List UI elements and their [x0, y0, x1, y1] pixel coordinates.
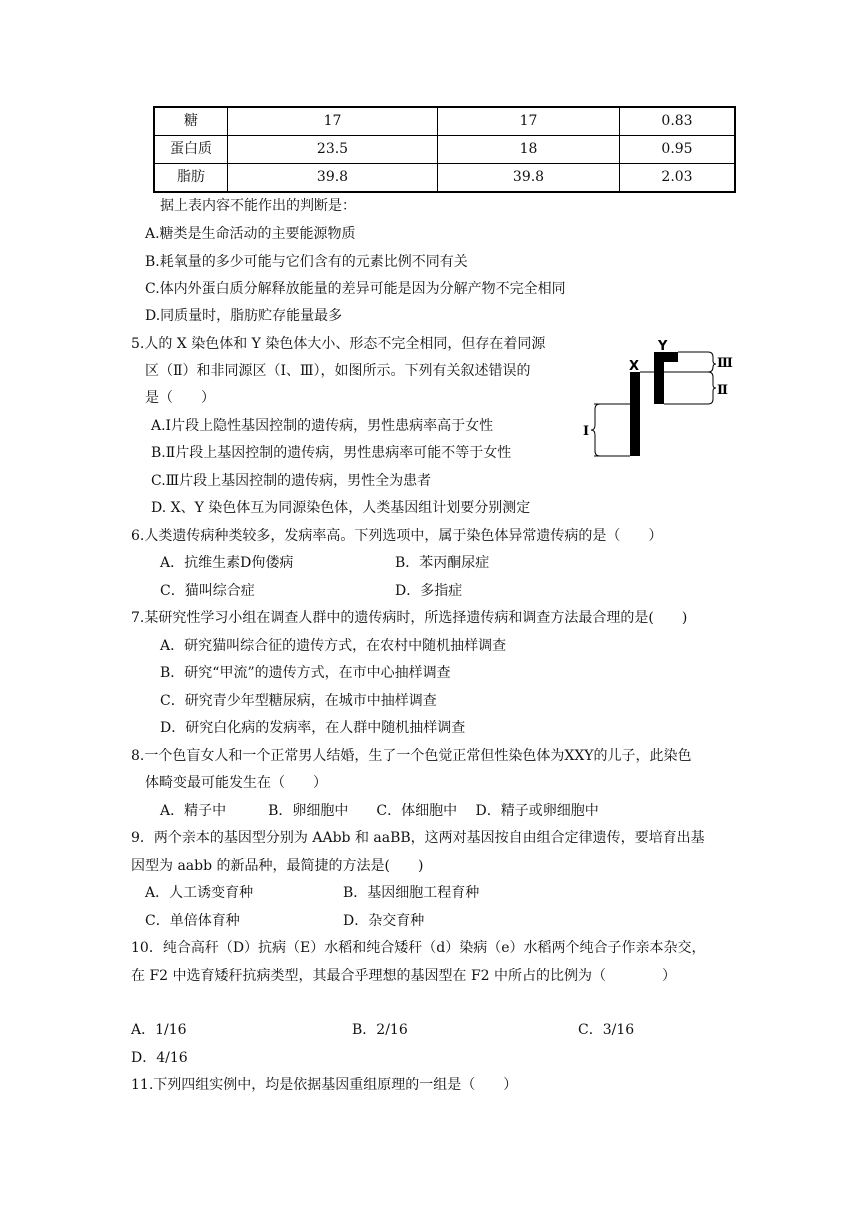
- q4-option-d: D.同质量时，脂肪贮存能量最多: [145, 308, 343, 324]
- q4-option-a: A.糖类是生命活动的主要能源物质: [145, 226, 356, 242]
- q4-option-b: B.耗氧量的多少可能与它们含有的元素比例不同有关: [145, 254, 468, 270]
- q5-line1: 5.人的 X 染色体和 Y 染色体大小、形态不完全相同，但存在着同源: [131, 336, 546, 352]
- table-cell: 2.03: [620, 164, 736, 193]
- q7-stem: 7.某研究性学习小组在调查人群中的遗传病时，所选择遗传病和调查方法最合理的是( ): [131, 610, 688, 626]
- x-chromosome: [630, 372, 640, 456]
- q10-option-d: D．4/16: [131, 1050, 188, 1066]
- table-cell: 17: [228, 107, 438, 136]
- q10-option-c: C．3/16: [578, 1022, 635, 1038]
- table-cell: 0.83: [620, 107, 736, 136]
- table-row: [154, 136, 735, 164]
- table-cell: 脂肪: [154, 164, 228, 193]
- q9-option-c: C．单倍体育种: [145, 913, 240, 929]
- q10-line1: 10．纯合高秆（D）抗病（E）水稻和纯合矮秆（d）染病（e）水稻两个纯合子作亲本杂交，: [131, 940, 706, 956]
- label-y: Y: [658, 339, 668, 354]
- q5-option-d: D. X、Y 染色体互为同源染色体，人类基因组计划要分别测定: [151, 500, 531, 516]
- table-cell: 39.8: [228, 164, 438, 193]
- table-cell: 39.8: [438, 164, 620, 193]
- label-x: X: [629, 359, 640, 374]
- q5-option-c: C.Ⅲ片段上基因控制的遗传病，男性全为患者: [151, 473, 432, 489]
- q9-option-a: A．人工诱变育种: [145, 885, 254, 901]
- q5-line2: 区（Ⅱ）和非同源区（Ⅰ、Ⅲ），如图所示。下列有关叙述错误的: [145, 363, 531, 379]
- q5-line3: 是（ ）: [145, 390, 215, 406]
- table-row: [154, 107, 735, 136]
- q7-option-c: C．研究青少年型糖尿病，在城市中抽样调查: [160, 693, 437, 709]
- table-cell: 0.95: [620, 136, 736, 164]
- table-cell: 23.5: [228, 136, 438, 164]
- xy-chromosome-figure: [582, 336, 742, 462]
- q7-option-b: B．研究“甲流”的遗传方式，在市中心抽样调查: [160, 665, 451, 681]
- q9-line2: 因型为 aabb 的新品种，最简捷的方法是( ): [131, 858, 424, 874]
- q7-option-d: D．研究白化病的发病率，在人群中随机抽样调查: [160, 720, 466, 736]
- q8-line2: 体畸变最可能发生在（ ）: [145, 775, 327, 791]
- q4-option-c: C.体内外蛋白质分解释放能量的差异可能是因为分解产物不完全相同: [145, 281, 566, 297]
- q6-option-b: B．苯丙酮尿症: [395, 555, 490, 571]
- q5-option-a: A.Ⅰ片段上隐性基因控制的遗传病，男性患病率高于女性: [151, 418, 494, 434]
- q11-stem: 11.下列四组实例中，均是依据基因重组原理的一组是（ ）: [131, 1077, 518, 1093]
- q10-line2: 在 F2 中选育矮秆抗病类型，其最合乎理想的基因型在 F2 中所占的比例为（ ）: [131, 968, 677, 984]
- table-cell: 蛋白质: [154, 136, 228, 164]
- table-cell: 糖: [154, 107, 228, 136]
- q9-option-b: B．基因细胞工程育种: [343, 885, 480, 901]
- q7-option-a: A．研究猫叫综合征的遗传方式，在农村中随机抽样调查: [160, 638, 507, 654]
- table-row: [154, 164, 735, 193]
- q6-option-c: C．猫叫综合症: [160, 583, 255, 599]
- q6-stem: 6.人类遗传病种类较多，发病率高。下列选项中，属于染色体异常遗传病的是（ ）: [131, 528, 663, 544]
- q6-option-a: A．抗维生素D佝偻病: [160, 555, 294, 571]
- q9-option-d: D．杂交育种: [343, 913, 425, 929]
- q6-option-d: D．多指症: [395, 583, 463, 599]
- q5-option-b: B.Ⅱ片段上基因控制的遗传病，男性患病率可能不等于女性: [151, 445, 512, 461]
- q4-stem: 据上表内容不能作出的判断是：: [160, 198, 356, 214]
- q10-option-b: B．2/16: [352, 1022, 408, 1038]
- q10-option-a: A．1/16: [131, 1022, 187, 1038]
- table-cell: 18: [438, 136, 620, 164]
- table-cell: 17: [438, 107, 620, 136]
- q8-line1: 8.一个色盲女人和一个正常男人结婚，生了一个色觉正常但性染色体为XXY的儿子，此染色: [131, 748, 692, 764]
- nutrient-table: [153, 106, 736, 193]
- q9-line1: 9．两个亲本的基因型分别为 AAbb 和 aaBB，这两对基因按自由组合定律遗传，要培育出基: [131, 830, 705, 846]
- label-iii: Ⅲ: [717, 356, 733, 371]
- q8-options: A．精子中 B．卵细胞中 C．体细胞中 D．精子或卵细胞中: [160, 803, 599, 819]
- label-ii: Ⅱ: [717, 383, 728, 398]
- label-i: Ⅰ: [583, 424, 590, 439]
